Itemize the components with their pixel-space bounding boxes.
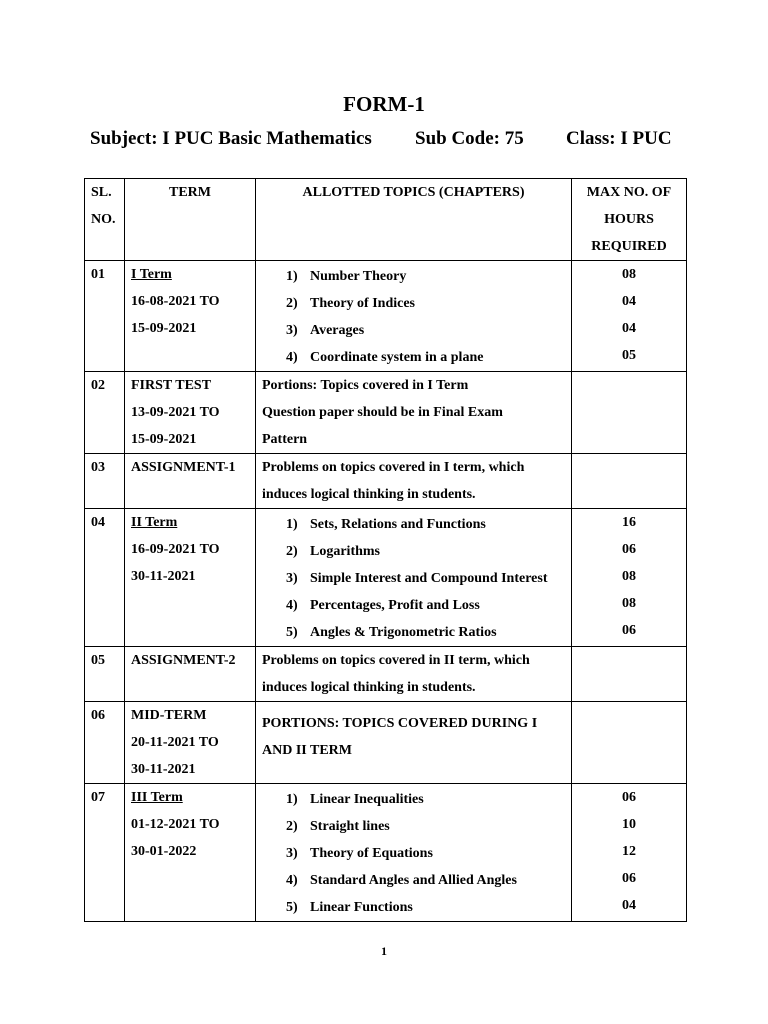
page-number: 1 xyxy=(381,944,387,958)
term-name: MID-TERM xyxy=(131,708,207,723)
hours-cell xyxy=(572,454,687,509)
term-cell xyxy=(125,509,256,647)
topics-cell xyxy=(256,509,572,647)
term-name: ASSIGNMENT-2 xyxy=(131,653,236,668)
syllabus-table xyxy=(84,178,687,922)
hours-cell: 06 10 12 06 04 xyxy=(572,784,687,922)
topic-item: Theory of Indices xyxy=(310,296,415,311)
topic-item: Linear Functions xyxy=(310,900,413,915)
term-name: ASSIGNMENT-1 xyxy=(131,460,236,475)
table-row xyxy=(85,702,687,784)
topic-item: Sets, Relations and Functions xyxy=(310,517,486,532)
topic-item: Logarithms xyxy=(310,544,380,559)
sl-no: 01 xyxy=(85,261,125,372)
topics-cell xyxy=(256,261,572,372)
term-to: 30-11-2021 xyxy=(131,762,196,777)
term-to: 30-01-2022 xyxy=(131,844,197,859)
term-from: 13-09-2021 TO xyxy=(131,405,220,420)
term-cell xyxy=(125,702,256,784)
topic-item: Averages xyxy=(310,323,365,338)
table-row xyxy=(85,784,687,922)
hours-cell xyxy=(572,372,687,454)
term-cell xyxy=(125,261,256,372)
term-cell xyxy=(125,372,256,454)
topic-item: Angles & Trigonometric Ratios xyxy=(310,625,497,640)
topic-item: Simple Interest and Compound Interest xyxy=(310,571,548,586)
term-name: III Term xyxy=(131,790,183,805)
topic-item: Straight lines xyxy=(310,819,390,834)
term-to: 15-09-2021 xyxy=(131,321,197,336)
term-from: 20-11-2021 TO xyxy=(131,735,219,750)
sl-no: 05 xyxy=(85,647,125,702)
topics-cell: Portions: Topics covered in I Term Question paper should be in Final Exam Pattern xyxy=(256,372,572,454)
sl-no-header: SL. NO. xyxy=(85,179,125,261)
table-row xyxy=(85,454,687,509)
sub-code-label: Sub Code: 75 xyxy=(415,128,524,149)
term-name: I Term xyxy=(131,267,172,282)
hours-cell: 16 06 08 08 06 xyxy=(572,509,687,647)
topic-item: Coordinate system in a plane xyxy=(310,350,484,365)
sl-no: 02 xyxy=(85,372,125,454)
term-name: FIRST TEST xyxy=(131,378,212,393)
topic-item: Percentages, Profit and Loss xyxy=(310,598,480,613)
term-from: 01-12-2021 TO xyxy=(131,817,220,832)
class-label: Class: I PUC xyxy=(566,128,672,149)
topic-list xyxy=(262,263,565,371)
hours-cell xyxy=(572,647,687,702)
topic-list xyxy=(262,786,565,921)
hours-header: MAX NO. OF HOURS REQUIRED xyxy=(572,179,687,261)
term-cell xyxy=(125,647,256,702)
topic-list xyxy=(262,511,565,646)
sl-no: 04 xyxy=(85,509,125,647)
term-cell xyxy=(125,784,256,922)
table-header-row xyxy=(85,179,687,261)
topics-cell: Problems on topics covered in II term, which induces logical thinking in students. xyxy=(256,647,572,702)
topics-cell: PORTIONS: TOPICS COVERED DURING I AND II TERM xyxy=(256,702,572,784)
table-row xyxy=(85,261,687,372)
hours-cell: 08 04 04 05 xyxy=(572,261,687,372)
term-cell xyxy=(125,454,256,509)
topic-item: Number Theory xyxy=(310,269,407,284)
term-to: 30-11-2021 xyxy=(131,569,196,584)
topic-item: Theory of Equations xyxy=(310,846,433,861)
term-from: 16-08-2021 TO xyxy=(131,294,220,309)
sl-no: 07 xyxy=(85,784,125,922)
sl-no: 06 xyxy=(85,702,125,784)
topics-cell: Problems on topics covered in I term, which induces logical thinking in students. xyxy=(256,454,572,509)
topic-item: Linear Inequalities xyxy=(310,792,424,807)
table-row xyxy=(85,647,687,702)
term-to: 15-09-2021 xyxy=(131,432,197,447)
sl-no: 03 xyxy=(85,454,125,509)
hours-cell xyxy=(572,702,687,784)
table-row xyxy=(85,509,687,647)
topic-item: Standard Angles and Allied Angles xyxy=(310,873,517,888)
form-title: FORM-1 xyxy=(343,92,425,116)
topics-header: ALLOTTED TOPICS (CHAPTERS) xyxy=(256,179,572,261)
term-from: 16-09-2021 TO xyxy=(131,542,220,557)
table-row xyxy=(85,372,687,454)
subject-label: Subject: I PUC Basic Mathematics xyxy=(90,128,372,149)
term-header: TERM xyxy=(125,179,256,261)
term-name: II Term xyxy=(131,515,178,530)
topics-cell xyxy=(256,784,572,922)
